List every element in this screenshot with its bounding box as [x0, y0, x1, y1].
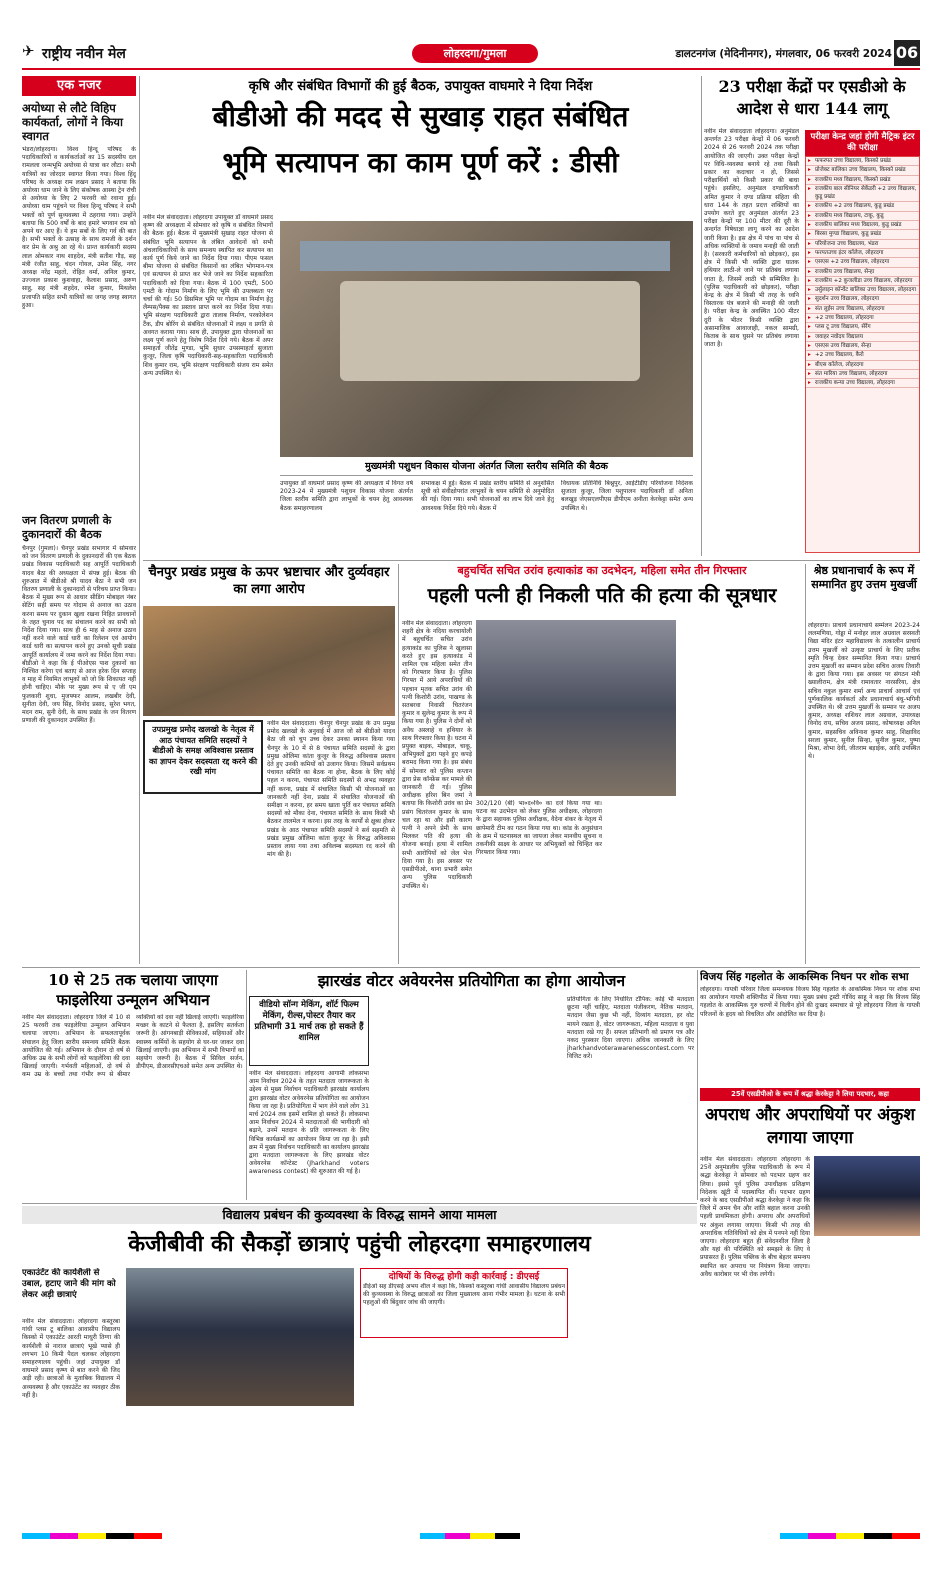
column-rule-mid	[398, 564, 399, 964]
column-rule-4	[246, 970, 247, 1200]
murder-story	[402, 564, 802, 964]
exam-headline: 23 परीक्षा केंद्रों पर एसडीओ के आदेश से धारा 144 लागू	[718, 77, 906, 118]
exam-centre-item: ▸ संत लुईस उच्च विद्यालय, लोहरदगा	[806, 305, 919, 314]
exam-box-title: परीक्षा केन्द्र जहां होगी मैट्रिक इंटर की परीक्षा	[805, 130, 920, 156]
voter-body-mid	[374, 996, 562, 1196]
column-rule-left	[139, 76, 140, 964]
murder-body-figure: 302/120 (बी) भा०द०वि० का दर्ज किया गया था। घटना का उदभेदन को लेकर पुलिस अधीक्षक, लोहरदगा के द्वारा सहायक पुलिस अधीक्षक, वैदेना शंकर के नेतृत्व में छापेमारी टीम का गठन किया गया था। कांड के अनुसंधान के क्रम में घटनास्थल का जायजा लेकर मानवीय सूचना व तकनीकी साक्ष्य के आधार पर अभियुक्तों को चिन्हित कर गिरफ्तार किया गया।	[476, 800, 602, 857]
exam-centre-item: ▸ राजकीय उच्च विद्यालय, सेन्हा	[806, 268, 919, 277]
teacher-headline: श्रेष्ठ प्रधानाचार्य के रूप में सम्मानित हुए उत्तम मुखर्जी	[811, 564, 917, 591]
voter-subhead-box	[249, 996, 369, 1066]
exam-body: नवीन मेल संवाददाता लोहरदगा। अनुमंडल अन्तर्गत 23 परीक्षा केन्द्रों में 06 फरवरी 2024 से 26 फरवरी 2024 तक परीक्षा आयोजित की जाएगी। उक्त परीक्षा केन्द्रों पर विधि-व्यवस्था बनाये रहे तथा किसी प्रकार का कदाचार न हो, जिससे परीक्षार्थियों को किसी प्रकार की बाधा पहुंचे। इसलिए, अनुमंडल दण्डाधिकारी अमित कुमार ने दण्ड प्रक्रिया संहिता की धारा 144 के तहत प्रदत्त शक्तियों का उपयोग करते हुए अनुमंडल अंतर्गत 23 परीक्षा केन्द्रों पर 100 मीटर की दूरी के अन्दर्गत निषेधाज्ञा लागू करने का आदेश जारी किया है। इस क्षेत्र में पांच या पांच से अधिक व्यक्तियों के जमाव मनाही की जाती है। (सरकारी कर्मचारियों को छोड़कर), इस क्षेत्र में किसी भी व्यक्ति द्वारा घातक हथियार लाठी-ले जाने पर प्रतिबंध लगाया जाता है, जिसमें लाठी भी सम्मिलित है। (पुलिस पदाधिकारी को छोड़कर), परीक्षा केन्द्र के क्षेत्र में किसी भी तरह के ध्वनि विस्तारक यंत्र बजाने की मनाही की जाती है। परीक्षा केन्द्र के अवस्थित 100 मीटर दूरी के भीतर किसी व्यक्ति द्वारा असामाजिक आवाजाही, नकल सामग्री, किताब के साथ घुसने पर प्रतिबंध लगाया जाता है।	[704, 128, 799, 349]
section-rule-1	[143, 560, 920, 561]
exam-centre-item: ▸ बिरसा मुण्डा विद्यालय, कुडू प्रखंड	[806, 230, 919, 239]
exam-centres-box	[805, 130, 920, 554]
exam-centre-item: ▸ सुदर्शन उच्च विद्यालय, लोहरदगा	[806, 295, 919, 304]
kgbv-headline: केजीबीवी की सैकड़ों छात्राएं पहुंची लोहरदगा समाहरणालय	[128, 1231, 591, 1257]
lead-sub-body-3: विधायक प्रतिनिधि बिश्नुपुर, आईटीडीए परियोजना निदेशक सुजाता कुजूर, जिला पशुपालन पदाधिकारी डॉ अनिता बलखुड़ जेएसएलपीएस डीपीएम अनीता केरकेट्टा समेत अन्य उपस्थित थे।	[561, 480, 693, 512]
exam-centre-item: ▸ एसएस +2 उच्च विद्यालय, लोहरदगा	[806, 258, 919, 267]
dse-notice-body: डीईओ सह डीएसई अभय शील ने कहा कि, किस्को कस्तूरबा गांधी आवासीय विद्यालय प्रबंधन की कुव्यवस्था के विरुद्ध छात्राओं का जिला मुख्यालय आना गंभीर मामला है। घटना के सभी पहलुओं की बिंदुवार जांच की जाएगी।	[363, 1283, 565, 1307]
lead-sub-body-2: सभाकक्ष में हुई। बैठक में प्रखंड स्तरीय समिति से अनुशंसित सूची को संवीक्षोपरांत लाभुकों के चयन समिति से अनुमोदित की गई। दिया गया। सभी योजनाओं का लाभ दिये जाने हेतु आवश्यक निर्देश दिये गये। बैठक में	[421, 480, 554, 512]
voter-headline: झारखंड वोटर अवेयरनेस प्रतियोगिता का होगा आयोजन	[317, 971, 626, 990]
exam-centre-item: ▸ बीएस कॉलेज, लोहरदगा	[806, 361, 919, 370]
filaria-headline-2: फाइलेरिया उन्मूलन अभियान	[56, 991, 210, 1009]
exam-centres-list	[805, 156, 920, 553]
section-pill	[412, 44, 538, 63]
exam-centre-item: ▸ परियोजना उच्च विद्यालय, भंडरा	[806, 240, 919, 249]
exam-centre-item: ▸ राजकीय बाल सीनियर सेकेंडरी +2 उच्च विद्यालय, कुडू प्रखंड	[806, 185, 919, 203]
voter-body-2: प्रतियोगिता के लिए निर्धारित टॉपिक: कोई भी मतदाता छूटना नहीं चाहिए, मतदाता पंजीकरण, नैतिक मतदान, मतदान जैसा कुछ भी नहीं, दिव्यांग मतदाता, हर वोट मायने रखता है, वोटर जागरूकता, महिला मतदाता व युवा मतदाता रखे गए हैं। सफल प्रतिभागी को प्रमाण पत्र और नकद पुरस्कार दिया जाएगा। अधिक जानकारी के लिए jharkhandvoterawarenesscontest.com पर विजिट करें।	[567, 996, 694, 1061]
ek-nazar-body-1: भंडरा/लोहरदगा। विश्व हिन्दू परिषद के पदाधिकारियों व कार्यकर्ताओं का 15 सदस्यीय दल रामलला जन्मभूमि अयोध्या से यात्रा कर लौटा। सभी यात्रियों का जोरदार स्वागत किया गया। विश्व हिंदू परिषद के अध्यक्ष राम लखन प्रसाद ने बताया कि अयोध्या धाम जाने के लिए संकोषक आस्था ट्रेन रांची से अयोध्या के लिए 2 फरवरी को रवाना हुई। अयोध्या धाम पहुंचने पर विश्व हिन्दू परिषद ने सभी भक्तों को पूर्ण सुव्यवस्था में ठहराया गया। उन्होंने बताया कि 500 वर्षों के बाद हमारे भगवान राम को अपने घर आए हैं। ये हम सबों के लिए गर्व की बात है। सभी भक्तों के उत्साह के साथ रामजी के दर्शन कर प्रेम के अश्रु आ रहे थे। प्रान्त कार्यकारी सदस्य लाल ओमकार नाथ शाहदेव, मंत्री सतीश गौड़, सह मंत्री रंजीत साहु, चंदन गोयल, उमेश सिंह, नगर अध्यक्ष नरेंद्र महतो, रोहित वर्मा, अनिल कुमार, उज्ज्वल प्रकाश कुशवाहा, कैलाश प्रसाद, अरुण साहु, सह मंत्री शहदेव, रमेश कुमार, मिथलेश प्रजापति सहित सभी यात्रियों का जगह जगह स्वागत हुआ।	[22, 146, 136, 309]
kgbv-body-3	[360, 1342, 568, 1524]
kgbv-story	[22, 1206, 697, 1528]
exam-centre-item: ▸ +2 उच्च विद्यालय, लोहरदगा	[806, 314, 919, 323]
lead-body: नवीन मेल संवाददाता। लोहरदगा उपायुक्त डॉ वाघमारे प्रसाद कृष्ण की अध्यक्षता में सोमवार को कृषि व संबंधित विभागों की बैठक हुई। बैठक में मुख्यमंत्री सुखाड़ राहत योजना से संबंधित भूमि सत्यापन के लंबित आवेदनों को सभी अंचलाधिकारियों के साथ समन्वय स्थापित कर सत्यापन का कार्य पूर्ण किये जाने का निर्देश दिया गया। पीएम फसल बीमा योजना से संबंधित किसानों का लंबित भोगमान-पत्र एवं सत्यापन से प्राप्त कर भेजे जाने का निर्देश सहकारिता पदाधिकारी को दिया गया। बैठक में 100 एमटी, 500 एमटी के गोदाम निर्माण के लिए भूमि की उपलब्धता पर चर्चा की गई। 50 डिसमिल भूमि पर गोदाम का निर्माण हेतु लैम्पस/पैक्स का प्रस्ताव प्राप्त करने का निर्देश दिया गया। भूमि संरक्षण पदाधिकारी द्वारा तालाब निर्माण, परकोलेशन टैंक, डीप बोरिंग से संबंधित योजनाओं में लक्ष्य व प्रगति से अवगत कराया गया। साथ ही, उपायुक्त द्वारा योजनाओं का लक्ष्य पूर्ण करने हेतु विशेष निर्देश दिये गये। बैठक में अपर समाहर्ता जीतेंद्र मुण्डा, भूमि सुधार उपसमाहर्ता सुजाता कुजूर, जिला कृषि पदाधिकारी-सह-सहकारिता पदाधिकारी शिव कुमार राम, भूमि संरक्षण पदाधिकारी संजय राम समेत अन्य उपस्थित थे।	[143, 214, 273, 377]
obit-story	[700, 970, 920, 1085]
kgbv-kicker: विद्यालय प्रबंधन की कुव्यवस्था के विरुद्ध सामने आया मामला	[22, 1206, 697, 1224]
crime-body-2	[814, 1240, 920, 1526]
registration-bar-right	[780, 1533, 920, 1539]
lead-kicker: कृषि और संबंधित विभागों की हुई बैठक, उपायुक्त वाघमारे ने दिया निर्देश	[248, 79, 593, 94]
kgbv-body-2	[126, 1410, 354, 1524]
column-rule-right	[701, 76, 702, 556]
teacher-story	[808, 564, 920, 964]
voter-subhead: वीडियो सॉन्ग मेकिंग, शॉर्ट फिल्म मेकिंग, रील्स,पोस्टर तैयार कर प्रतिभागी 31 मार्च तक हो सकते हैं शामिल	[254, 1000, 364, 1043]
column-rule-right-2	[805, 564, 806, 964]
voter-body: नवीन मेल संवाददाता। लोहरदगा आगामी लोकसभा आम निर्वाचन 2024 के तहत मतदाता जागरूकता के उद्देश्य से मुख्य निर्वाचन पदाधिकारी झारखंड कार्यालय द्वारा झारखंड वोटर अवेयरनेस प्रतियोगिता का आयोजन किया जा रहा है। प्रतियोगिता में भाग लेने वाले लोग 31 मार्च 2024 तक इसमें शामिल हो सकते हैं। लोकसभा आम निर्वाचन 2024 में मतदाताओं की भागीदारी को बढ़ाने, उनमें मतदान के प्रति जागरूकता के लिए विभिन्न कार्यक्रमों का आयोजन किया जा रहा है। इसी क्रम में मुख्य निर्वाचन पदाधिकारी का कार्यालय झारखंड द्वारा मतदाता जागरूकता के लिए झारखंड वोटर अवेयरनेस कॉन्टेस्ट (Jharkhand voters awareness contest) की शुरुआत की गई है।	[249, 1070, 369, 1176]
chainpur-photo	[143, 606, 395, 716]
exam-centre-item: ▸ जवाहर नवोदय विद्यालय	[806, 333, 919, 342]
newspaper-logo	[22, 42, 162, 64]
exam-centre-item: ▸ राजकीय +2 कुजलीडा उच्च विद्यालय, लोहरदगा	[806, 277, 919, 286]
lead-story	[143, 76, 698, 564]
bird-icon: ✈	[22, 42, 35, 60]
crime-story	[700, 1104, 920, 1529]
lead-headline-line-1: बीडीओ की मदद से सुखाड़ राहत संबंधित	[212, 100, 629, 133]
murder-headline: पहली पत्नी ही निकली पति की हत्या की सूत्रधार	[427, 583, 777, 607]
murder-kicker: बहुचर्चित सचित उरांव हत्याकांड का उदभेदन, महिला समेत तीन गिरफ्तार	[457, 564, 747, 577]
registration-bar-center	[420, 1533, 520, 1539]
column-rule-5	[697, 970, 698, 1200]
exam-centre-item: ▸ प्रोजेक्ट बालिका उच्च विद्यालय, किस्को प्रखंड	[806, 166, 919, 175]
obit-headline: विजय सिंह गहलोत के आकस्मिक निधन पर शोक सभा	[700, 971, 909, 983]
kgbv-body-4	[572, 1268, 697, 1524]
section-rule-2	[22, 967, 920, 968]
exam-centre-item: ▸ राजकीय बालिका मध्य विद्यालय, कुडू प्रखंड	[806, 221, 919, 230]
dse-notice-headline: दोषियों के विरुद्ध होगी कड़ी कार्रवाई : डीएसई	[388, 1272, 540, 1282]
exam-centre-item: ▸ राजकीय कन्या उच्च विद्यालय, लोहरदगा	[806, 379, 919, 388]
exam-centre-item: ▸ राजकीय मध्य विद्यालय, किस्को प्रखंड	[806, 176, 919, 185]
ek-nazar-column	[22, 76, 136, 964]
press-conference-photo	[476, 620, 676, 796]
murder-body-2	[606, 800, 676, 960]
filaria-story	[22, 970, 244, 1200]
chainpur-pull-text: उपप्रमुख प्रमोद खलखो के नेतृत्व में आठ पंचायत समिति सदस्यों ने बीडीओ के समक्ष अविश्वास प्रस्ताव का ज्ञापन देकर सदस्यता रद्द करने की रखी मांग	[148, 725, 258, 776]
exam-centre-item: ▸ एसएस उच्च विद्यालय, सेन्हा	[806, 342, 919, 351]
chainpur-body-left	[143, 798, 263, 960]
section-label: लोहरदगा/गुमला	[443, 47, 507, 60]
ek-nazar-headline-2: जन वितरण प्रणाली के दुकानदारों की बैठक	[22, 514, 112, 541]
ek-nazar-body-2: चैनपुर (गुमला)। चैनपुर प्रखंड सभागार में सोमवार को जन वितरण प्रणाली के दुकानदारों की एक बैठक प्रखंड विकास पदाधिकारी सह आपूर्ति पदाधिकारी यादव बैठा की अध्यक्षता में संपन्न हुई। बैठक की शुरुआत में बीडीओ श्री यादव बैठा ने सभी जन वितरण प्रणाली के दुकानदारों से परिचय प्राप्त किया। बैठक में मुख्य रूप से आधार सीडिंग मोबाइल नंबर सेटिंग सही समय पर गोदाम से अनाज का उठाव करना समय पर दुकान खुला रखना निहित प्रावधानों के तहत चुनाव पद का संचालन करने का सभी को निर्देश दिया गया। साथ ही 6 माह से अनाज उठाव नहीं करने वाले कार्ड धारी का रिलेशन एवं आयोग कार्ड धारी का सत्यापन करने हुए उनको सूची प्रखंड आपूर्ति कार्यालय में जमा करने का निर्देश दिया गया। बीडीओ ने कहा कि ई पीओएस पाश दुकानों का निश्चित करेगा एवं बताए से आज हरेक दिन सप्ताह व माह में नियमित लाभुकों को जो कि शिकायत नहीं होनी चाहिए। मौके पर मुख्य रूप से ए जी एम फुलकारी शुधा, मुजफ्फर आलम, लखबीर देवी, सुनीता देवी, जय सिंह, विनोद प्रसाद, सुरेश भगत, मदन राम, सुनी देवी, के साथ प्रखंड के जन वितरण प्रणाली की दुकानदार उपस्थित हैं।	[22, 545, 136, 725]
kgbv-body: नवीन मेल संवाददाता। लोहरदगा कस्तूरबा गांधी प्लस टू बालिका आवासीय विद्यालय किस्को में एकाउंटेंट आरती माधुरी तिग्गा की कार्यशैली से नाराज छात्राएं भूखे प्यासे ही लगभग 10 किमी पैदल चलकर लोहरदगा समाहरणालय पहुंची। जहां उपायुक्त डॉ वाघमारे प्रसाद कृष्ण से बात करने की जिद अड़ी रही। छात्राओं के मुताबिक विद्यालय में अव्यवस्था है और एकाउंटेंट का व्यवहार ठीक नहीं है।	[22, 1318, 120, 1399]
voter-story	[249, 970, 694, 1200]
lead-sub-body-1: उपायुक्त डॉ वाघमारे प्रसाद कृष्ण की अध्यक्षता में विगत वर्ष 2023-24 में मुख्यमंत्री पशुधन विकास योजना अंतर्गत जिला स्तरीय समिति द्वारा लाभुकों के चयन हेतु आवश्यक बैठक समाहरणालय	[280, 480, 413, 512]
exam-centre-item: ▸ राजकीय मध्य विद्यालय, टाकू, कुडू	[806, 212, 919, 221]
murder-body: नवीन मेल संवाददाता। लोहरदगा शहरी क्षेत्र के नदिया करचायोली में बहुचर्चित सचित उरांव हत्याकांड का पुलिस ने खुलासा करते हुए इस हत्याकांड में शामिल एक महिला समेत तीन को गिरफ्तार किया है। पुलिस गिरफ्त में आये अपराधियों की पहचान मृतक सचित उरांव की पत्नी किशोरी उरांव, पाखण्ड के सतबरवा निवासी चितरंजन कुमार व सुलेन्द्र कुमार के रूप में किया गया है। पुलिस ने दोनों को अवैध अस्लाहे व हथियार के साथ गिरफ्तार किया है। घटना में प्रयुक्त बाइक, मोबाइल, चाकू, अभियुक्तों द्वारा पहने हुए कपड़े बरामद किया गया है। इस संबंध में सोमवार को पुलिस कप्तान द्वारा प्रेस कॉन्फ्रेंस कर मामले की जानकारी दी गई। पुलिस अधीक्षक हरिश बिन जमां ने बताया कि किशोरी उरांव का प्रेम प्रसंग चितरंजन कुमार के साथ चल रहा था और इसी कारण पत्नी ने अपने प्रेमी के साथ मिलकर पति की हत्या की योजना बनाई। हत्या में शामिल सभी आरोपियों को जेल भेज दिया गया है। इस अवसर पर एसडीपीओ, थाना प्रभारी समेत अन्य पुलिस पदाधिकारी उपस्थित थे।	[402, 620, 472, 890]
crime-headline: अपराध और अपराधियों पर अंकुश लगाया जाएगा	[705, 1105, 915, 1148]
section-rule-3	[22, 1203, 697, 1204]
filaria-body: नवीन मेल संवाददाता। लोहरदगा जिले में 10 से 25 फरवरी तक फाइलेरिया उन्मूलन अभियान चलाया जाएगा। अभियान के सफलतापूर्वक संचालन हेतु जिला स्तरीय समन्वय समिति बैठक आयोजित की गई। अभियान के दौरान दो वर्ष से अधिक उम्र के सभी लोगों को फाइलेरिया की दवा खिलाई जाएगी। गर्भवती महिलाओं, दो वर्ष से कम उम्र के बच्चों तथा गंभीर रूप से बीमार व्यक्तियों को दवा नहीं खिलाई जाएगी। फाइलेरिया मच्छर के काटने से फैलता है, इसलिए सतर्कता जरूरी है। आंगनबाड़ी सेविकाओं, सहियाओं और स्वास्थ्य कर्मियों के सहयोग से घर-घर जाकर दवा खिलाई जाएगी। इस अभियान में सभी विभागों का सहयोग जरूरी है। बैठक में सिविल सर्जन, डीपीएम, डीआरसीएचओ समेत अन्य उपस्थित थे।	[22, 1014, 244, 1079]
students-protest-photo	[126, 1268, 354, 1406]
sdpo-portrait	[814, 1156, 920, 1236]
masthead-rule	[22, 68, 920, 70]
dateline: डालटनगंज (मेदिनीनगर), मंगलवार, 06 फरवरी 2024	[675, 48, 892, 60]
lead-headline-line-2: भूमि सत्यापन का काम पूर्ण करें : डीसी	[222, 146, 619, 179]
filaria-headline-1: 10 से 25 तक चलाया जाएगा	[48, 971, 218, 989]
exam-centre-item: ▸ प्लस टू उच्च विद्यालय, सेरेंग	[806, 323, 919, 332]
newspaper-name: राष्ट्रीय नवीन मेल	[42, 46, 126, 62]
exam-centre-item: ▸ संत मारिया उच्च विद्यालय, लोहरदगा	[806, 370, 919, 379]
exam-centre-item: ▸ राजकीय +2 उच्च विद्यालय, कुडू प्रखंड	[806, 202, 919, 211]
exam-centre-item: ▸ फरपतउच्च इंटर कॉलेज, लोहरदगा	[806, 249, 919, 258]
teacher-body: लोहरदगा। प्राचार्य प्रधानाचार्य सम्मेलन 2023-24 ललमणिया, गोड्डा में मनोहर लाल अग्रवाल सरस्वती विद्या मंदिर इंटर महाविद्यालय के तत्कालीन प्राचार्य उत्तम मुखर्जी को उत्कृष्ट प्राचार्य के लिए प्रतीक स्मृति चिन्ह देकर सम्मानित किया गया। प्राचार्य उत्तम मुखर्जी का सम्मान प्रदेश सचिव अजय तिवारी के द्वारा किया गया। इस अवसर पर संगठन मंत्री ख्यालीराम, क्षेत्र मंत्री रामावतार नारसरिया, क्षेत्र सचिव नकुल कुमार शर्मा अन्य प्राचार्य आचार्य एवं पूर्णकालिक कार्यकर्ता और प्रधानाचार्य बंधु-भगिनी उपस्थित थे। श्री उत्तम मुखर्जी के सम्मान पर अजय कुमार, अध्यक्ष शशिधर लाल अग्रवाल, उपाध्यक्ष विनोद राय, सचिव अजय प्रसाद, कोषाध्यक्ष अनिल कुमार, सहसचिव अविनाश कुमार साहू, शिक्षाविद सरला कुमार, सुनील सिन्हा, सुनील कुमार, पुष्पा मिश्रा, शोभा देवी, जीतराम बड़ाईक, आदि उपस्थित थे।	[808, 622, 920, 761]
masthead	[22, 40, 920, 67]
exam-centre-item: ▸ फफरपत उच्च विद्यालय, किस्को प्रखंड	[806, 157, 919, 166]
exam-story	[704, 76, 920, 556]
dse-notice	[360, 1268, 568, 1338]
chainpur-pull-quote	[143, 720, 263, 794]
sdpo-banner: 25वें एसडीपीओ के रूप में श्रद्धा केरकेट्टा ने लिया पदभार, कहा	[700, 1088, 920, 1101]
ek-nazar-headline-1: अयोध्या से लौटे विहिप कार्यकर्ता, लोगों ने किया स्वागत	[22, 101, 123, 143]
murder-body-3	[682, 620, 802, 960]
obit-body: लोहरदगा। गायत्री परिवार जिला समन्वयक विजय सिंह गहलोत के आकस्मिक निधन पर शोक सभा का आयोजन गायत्री शक्तिपीठ में किया गया। मुख्य प्रबंध ट्रस्टी गोविंद साहू ने कहा कि विजय सिंह गहलोत के आकस्मिक गुरु चरणों में विलीन होने की दुःखद समाचार से पूरे लोहरदगा जिला के गायत्री परिजनों के हृदय को विचलित और आंदोलित कर दिया है।	[700, 986, 920, 1018]
ek-nazar-label: एक नजर	[22, 76, 136, 96]
chainpur-story	[143, 564, 395, 964]
registration-bar-left	[22, 1533, 162, 1539]
exam-centre-item: ▸ उर्सुलाइन कॉन्वेंट बालिका उच्च विद्यालय, लोहरदगा	[806, 286, 919, 295]
chainpur-headline: चैनपुर प्रखंड प्रमुख के ऊपर भ्रष्टाचार और दुर्व्यवहार का लगा आरोप	[148, 565, 390, 597]
exam-centre-item: ▸ +2 उच्च विद्यालय, कैरो	[806, 351, 919, 360]
page-number: 06	[894, 40, 920, 66]
crime-body: नवीन मेल संवाददाता। लोहरदगा लोहरदगा के 25वें अनुमंडलीय पुलिस पदाधिकारी के रूप में श्रद्धा केरकेट्टा ने सोमवार को पदभार ग्रहण कर लिया। इससे पूर्व पुलिस उपाधीक्षक प्रशिक्षण निदेशक खूंटी में पदस्थापित थीं। पदभार ग्रहण करने के बाद एसडीपीओ श्रद्धा केरकेट्टा ने कहा कि जिले में अमन चैन और शांति बहाल करना उनकी पहली प्राथमिकता होगी। अपराध और अपराधियों पर अंकुश लगाया जाएगा। किसी भी तरह की अपराधिक गतिविधियों को क्षेत्र में पनपने नहीं दिया जाएगा। लोहरदगा बहुत ही संवेदनशील जिला है और यहां की परिस्थिति को समझने के लिए वे प्रयासरत हैं। पुलिस पब्लिक के बीच बेहतर समन्वय स्थापित कर अपराध पर नियंत्रण किया जाएगा। अवैध कारोबार पर भी रोक लगेगी।	[700, 1156, 810, 1278]
meeting-photo-caption: मुख्यमंत्री पशुधन विकास योजना अंतर्गत जिला स्तरीय समिति की बैठक	[280, 458, 693, 476]
kgbv-side-headline: एकाउंटेंट की कार्यशैली से उबाल, हटाए जाने की मांग को लेकर अड़ी छात्राएं	[22, 1268, 116, 1300]
chainpur-body: नवीन मेल संवाददाता। चैनपुर चैनपुर प्रखंड के उप प्रमुख प्रमोद खलखो के अनुवाई में आज जो सो बीडीओ यादव बैठा जी को चुप उच्च देकर उनका स्थानन किया गया चैनपुर के 10 में से 8 पंचायत समिति सदस्यों के द्वारा प्रमुख ओलिमा कांता कुजूर के विरुद्ध अविश्वास प्रस्ताव देते हुए उनकी कमियों को उजागर किया। जिसमें सर्वप्रथम पंचायत समिति का बैठक ना होना, बैठक के लिए कोई पहल न करना, पंचायत समिति सदस्यों से अभद्र व्यवहार नहीं करना, प्रखंड में संचालित किसी भी योजनाओं का जानकारी नहीं देना, प्रखंड में संचालित योजनाओं की समीक्षा न करना, हर समय खाता पूर्ति कर पंचायत समिति सदस्यों को मौका देना, पंचायत समिति के साथ किसी भी बैठकर तालमेल न करना। इस तरह के कार्यों से क्षुब्ध होकर प्रखंड के आठ पंचायत समिति सदस्यों ने सर्व सहमति से प्रखंड प्रमुख ओलिमा कांता कुजूर के विरुद्ध अविश्वास प्रस्ताव लाया गया तथा अविलम्ब सदस्यता रद करने की मांग की है।	[267, 720, 395, 859]
meeting-photo	[280, 221, 693, 457]
